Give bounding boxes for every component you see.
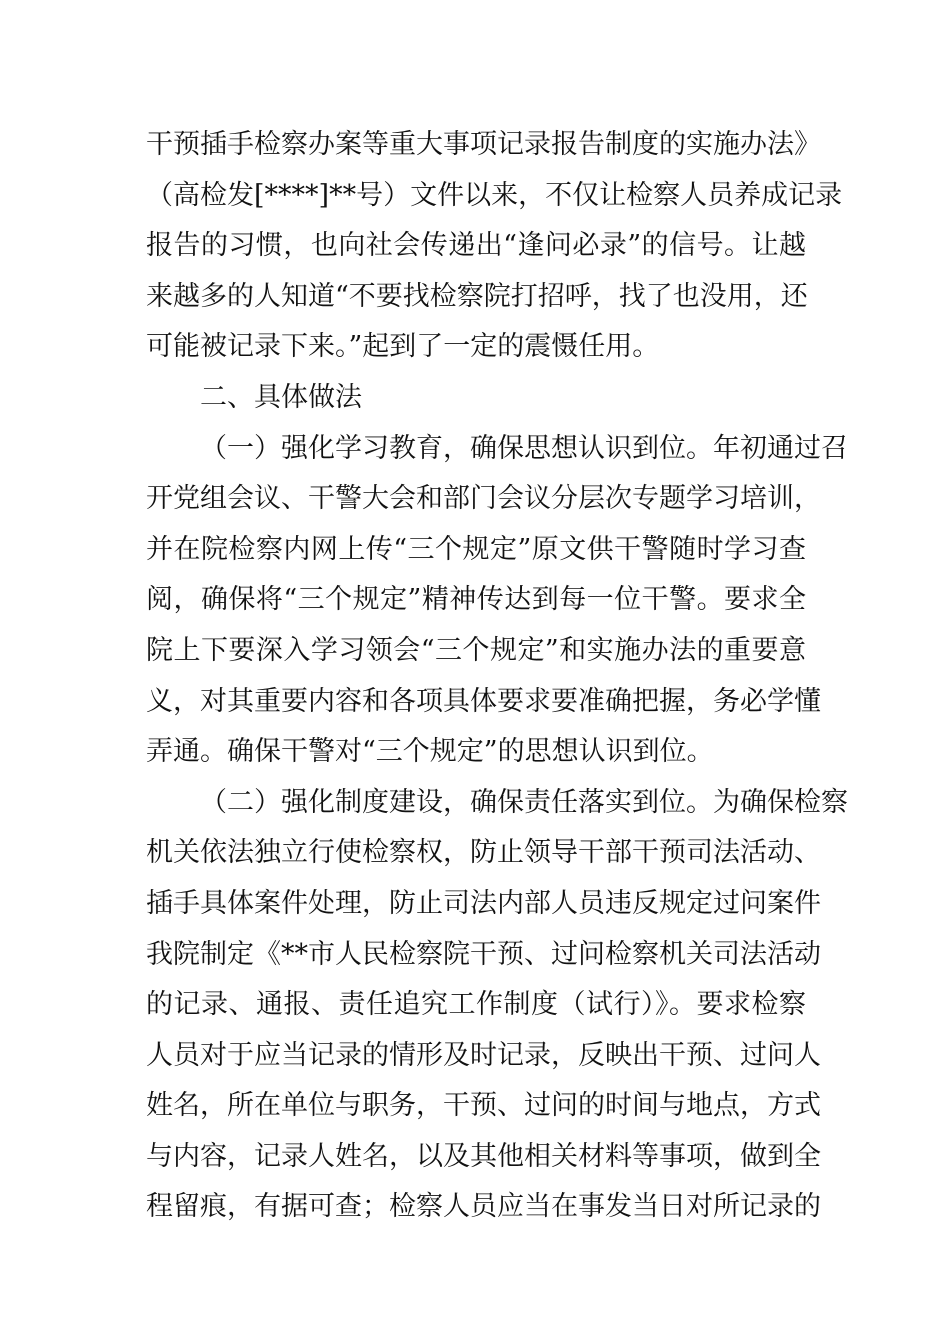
paragraph-line: 姓名，所在单位与职务，干预、过问的时间与地点，方式 [146, 1090, 821, 1122]
paragraph-line: （二）强化制度建设，确保责任落实到位。为确保检察 [200, 786, 848, 818]
paragraph-line: 与内容，记录人姓名，以及其他相关材料等事项，做到全 [146, 1140, 821, 1172]
paragraph-line: 阅，确保将“三个规定”精神传达到每一位干警。要求全 [146, 584, 806, 616]
document-body [146, 120, 848, 1233]
paragraph-line: 并在院检察内网上传“三个规定”原文供干警随时学习查 [146, 533, 806, 565]
paragraph-line: 来越多的人知道“不要找检察院打招呼，找了也没用，还 [146, 280, 808, 312]
paragraph-line: 的记录、通报、责任追究工作制度（试行）》。要求检察 [146, 989, 806, 1021]
paragraph-line: 弄通。确保干警对“三个规定”的思想认识到位。 [146, 736, 714, 768]
paragraph-line: 院上下要深入学习领会“三个规定”和实施办法的重要意 [146, 634, 806, 666]
paragraph-line: 机关依法独立行使检察权，防止领导干部干预司法活动、 [146, 837, 821, 869]
paragraph-line: 程留痕，有据可查；检察人员应当在事发当日对所记录的 [146, 1191, 821, 1223]
paragraph-line: 开党组会议、干警大会和部门会议分层次专题学习培训， [146, 483, 821, 515]
paragraph-line: 义，对其重要内容和各项具体要求要准确把握，务必学懂 [146, 685, 821, 717]
paragraph-line: 可能被记录下来。”起到了一定的震慑任用。 [146, 331, 660, 363]
paragraph-line: （高检发[****]**号）文件以来，不仅让检察人员养成记录 [146, 179, 843, 211]
paragraph-line: 报告的习惯，也向社会传递出“逢问必录”的信号。让越 [146, 230, 806, 262]
paragraph-line: 干预插手检察办案等重大事项记录报告制度的实施办法》 [146, 129, 821, 160]
paragraph-line: （一）强化学习教育，确保思想认识到位。年初通过召 [200, 432, 848, 464]
paragraph-line: 插手具体案件处理，防止司法内部人员违反规定过问案件 [146, 887, 821, 919]
section-heading: 二、具体做法 [200, 381, 362, 413]
paragraph-line: 我院制定《**市人民检察院干预、过问检察机关司法活动 [146, 938, 821, 970]
paragraph-line: 人员对于应当记录的情形及时记录，反映出干预、过问人 [146, 1039, 821, 1071]
